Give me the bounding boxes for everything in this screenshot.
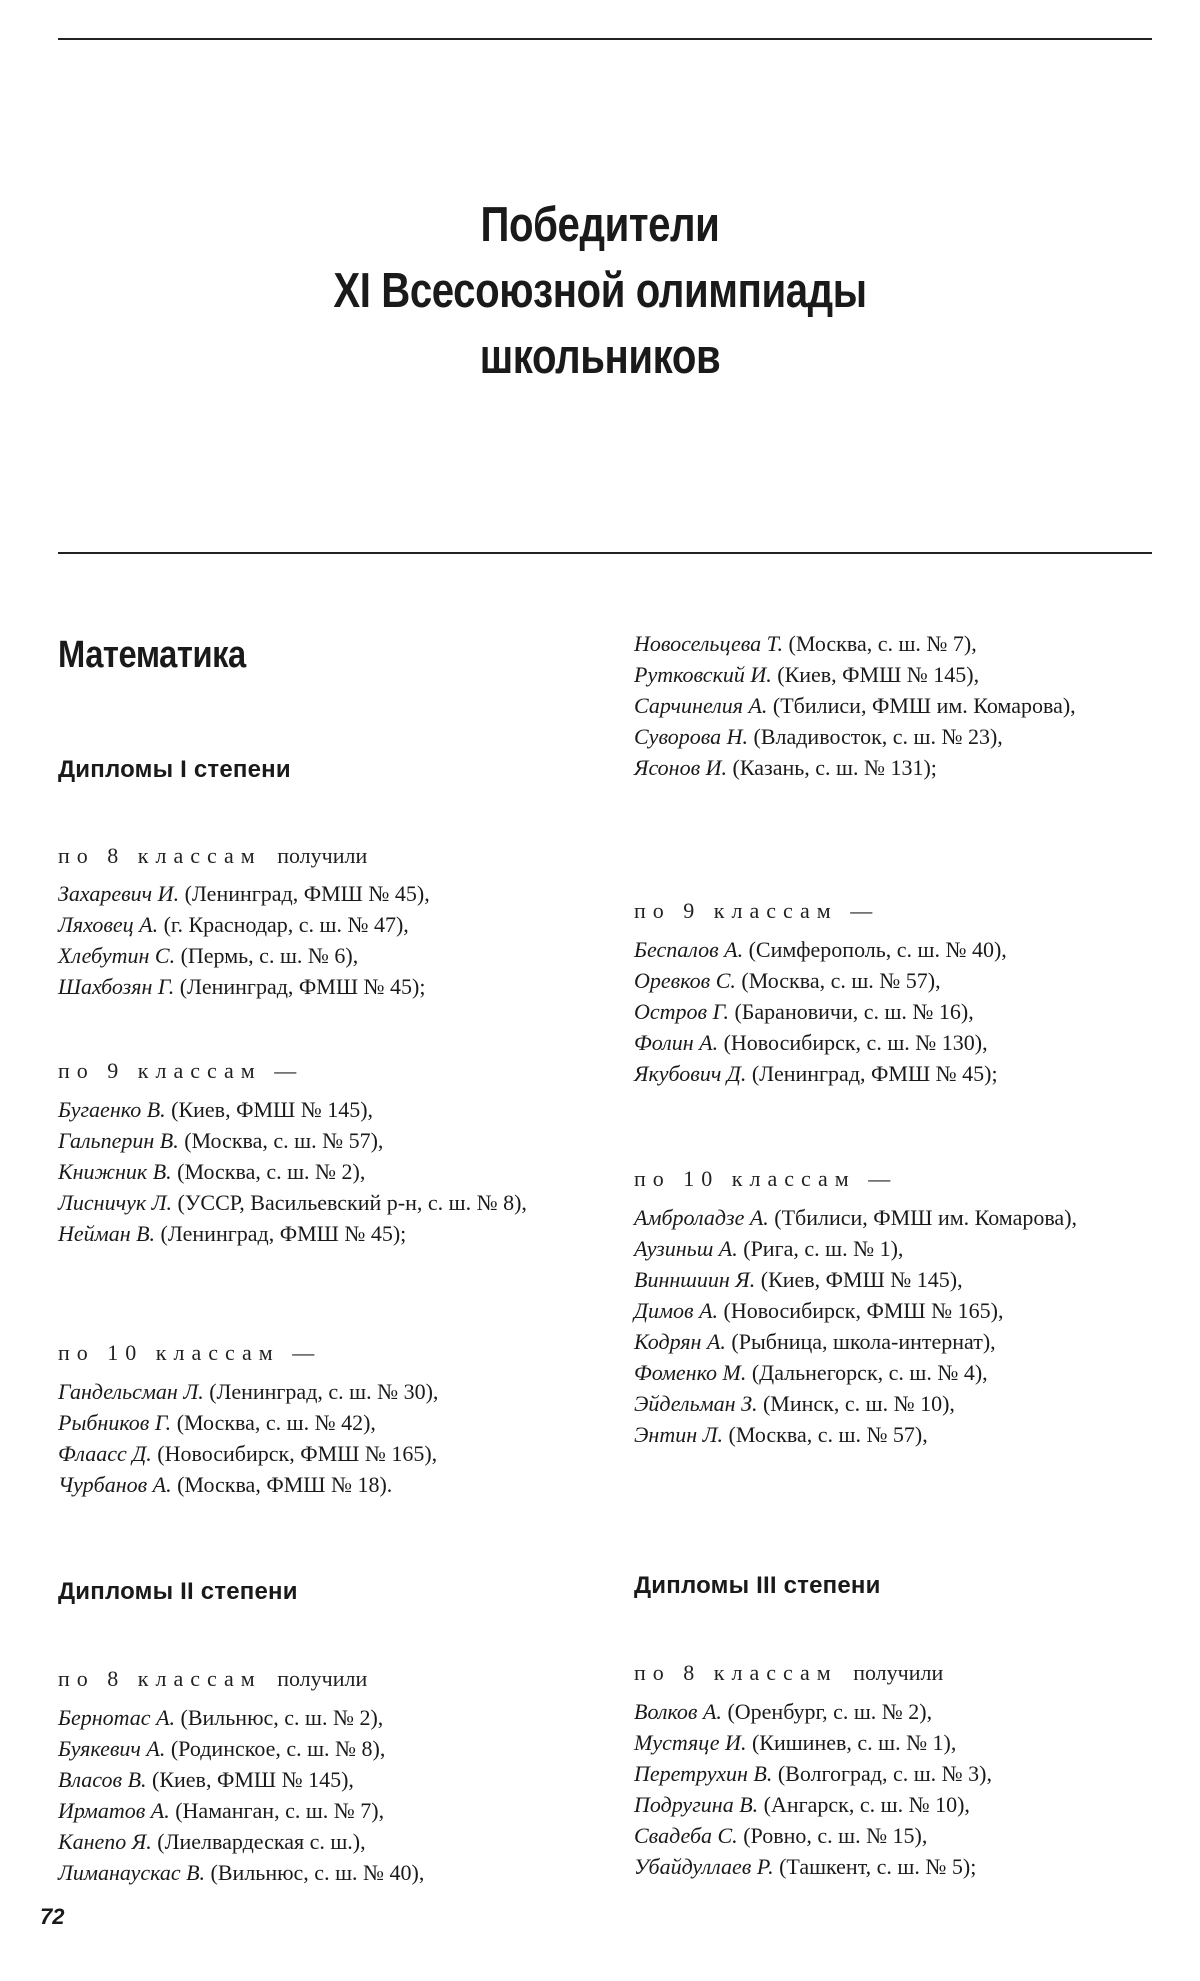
winner-school: (Барановичи, с. ш. № 16), (728, 999, 974, 1024)
winner-name: Остров Г. (634, 999, 729, 1024)
winner-school: (Симферополь, с. ш. № 40), (743, 937, 1007, 962)
third-grade8-label (634, 1660, 943, 1686)
winner-name: Фолин А. (634, 1030, 719, 1055)
third-grade8-list (634, 1696, 1164, 1882)
winner-school: (Москва, с. ш. № 2), (171, 1159, 366, 1184)
winner-name: Димов А. (634, 1298, 719, 1323)
winner-entry (634, 752, 1164, 783)
winner-entry (634, 965, 1164, 996)
winner-school: (Киев, ФМШ № 145), (146, 1767, 354, 1792)
winner-school: (Ровно, с. ш. № 15), (737, 1823, 928, 1848)
winner-entry (58, 1218, 598, 1249)
winner-school: (Пермь, с. ш. № 6), (175, 943, 359, 968)
title-line-2: XI Всесоюзной олимпиады (333, 264, 867, 318)
grade-label-text: по 10 классам — (634, 1166, 898, 1191)
first-degree-heading: Дипломы I степени (58, 756, 291, 783)
winner-name: Флаасс Д. (58, 1441, 152, 1466)
winner-school: (Кишинев, с. ш. № 1), (746, 1730, 957, 1755)
winner-entry (58, 1795, 598, 1826)
winner-entry (58, 1094, 598, 1125)
winner-school: (Вильнюс, с. ш. № 2), (175, 1705, 384, 1730)
winner-entry (634, 1419, 1164, 1450)
winner-entry (634, 996, 1164, 1027)
winner-name: Убайдуллаев Р. (634, 1854, 774, 1879)
winner-name: Нейман В. (58, 1221, 156, 1246)
second-grade8-list-part1 (58, 1702, 598, 1888)
winner-entry (634, 659, 1164, 690)
winner-name: Бугаенко В. (58, 1097, 166, 1122)
winner-school: (Киев, ФМШ № 145), (755, 1267, 963, 1292)
winner-name: Энтин Л. (634, 1422, 724, 1447)
winner-name: Фоменко М. (634, 1360, 747, 1385)
winner-school: (Ленинград, с. ш. № 30), (203, 1379, 439, 1404)
winner-name: Гандельсман Л. (58, 1379, 204, 1404)
page-title (0, 192, 1200, 390)
winner-entry (58, 1187, 598, 1218)
winner-entry (58, 940, 598, 971)
winner-entry (634, 1758, 1164, 1789)
winner-school: (Новосибирск, с. ш. № 130), (718, 1030, 988, 1055)
winner-school: (УССР, Васильевский р-н, с. ш. № 8), (172, 1190, 527, 1215)
winner-entry (634, 1202, 1164, 1233)
top-rule (58, 38, 1152, 40)
subject-heading: Математика (58, 634, 246, 676)
winner-name: Гальперин В. (58, 1128, 179, 1153)
third-degree-heading: Дипломы III степени (634, 1572, 881, 1599)
winner-school: (Рыбница, школа-интернат), (725, 1329, 996, 1354)
winner-name: Новосельцева Т. (634, 631, 784, 656)
winner-entry (58, 1826, 598, 1857)
winner-entry (634, 1326, 1164, 1357)
first-grade9-list (58, 1094, 598, 1249)
winner-name: Мустяце И. (634, 1730, 747, 1755)
second-grade8-label (58, 1666, 367, 1692)
winner-name: Якубович Д. (634, 1061, 747, 1086)
winner-school: (Новосибирск, ФМШ № 165), (718, 1298, 1004, 1323)
winner-school: (Волгоград, с. ш. № 3), (772, 1761, 992, 1786)
winner-entry (58, 971, 598, 1002)
winner-name: Амброладзе А. (634, 1205, 769, 1230)
second-grade8-list-part2 (634, 628, 1164, 783)
winner-school: (Москва, с. ш. № 42), (171, 1410, 376, 1435)
winner-entry (58, 1857, 598, 1888)
winner-school: (Вильнюс, с. ш. № 40), (205, 1860, 425, 1885)
winner-entry (58, 1376, 598, 1407)
winner-entry (634, 1696, 1164, 1727)
first-grade10-label (58, 1340, 321, 1366)
winner-school: (Оренбург, с. ш. № 2), (721, 1699, 933, 1724)
winner-name: Канепо Я. (58, 1829, 152, 1854)
received-text: получили (277, 1666, 368, 1691)
winner-entry (634, 1027, 1164, 1058)
winner-school: (Москва, с. ш. № 7), (783, 631, 977, 656)
winner-school: (Тбилиси, ФМШ им. Комарова), (767, 693, 1076, 718)
winner-entry (58, 878, 598, 909)
second-degree-heading: Дипломы II степени (58, 1578, 298, 1605)
winner-name: Свадеба С. (634, 1823, 738, 1848)
winner-school: (г. Краснодар, с. ш. № 47), (158, 912, 409, 937)
winner-school: (Ленинград, ФМШ № 45); (746, 1061, 998, 1086)
winner-name: Эйдельман З. (634, 1391, 758, 1416)
second-grade9-list (634, 934, 1164, 1089)
winner-entry (634, 934, 1164, 965)
winner-school: (Лиелвардеская с. ш.), (151, 1829, 366, 1854)
page-number: 72 (40, 1904, 65, 1929)
winner-entry (634, 1264, 1164, 1295)
first-grade10-list (58, 1376, 598, 1500)
winner-name: Подругина В. (634, 1792, 759, 1817)
second-grade9-label (634, 898, 879, 924)
winner-entry (634, 1058, 1164, 1089)
winner-school: (Киев, ФМШ № 145), (771, 662, 980, 687)
winner-entry (58, 1438, 598, 1469)
winner-name: Лиманаускас В. (58, 1860, 206, 1885)
winner-entry (58, 1764, 598, 1795)
received-text: получили (853, 1660, 944, 1685)
second-grade10-label (634, 1166, 897, 1192)
winner-school: (Ленинград, ФМШ № 45); (174, 974, 426, 999)
winner-school: (Наманган, с. ш. № 7), (169, 1798, 385, 1823)
winner-school: (Киев, ФМШ № 145), (165, 1097, 374, 1122)
winner-school: (Москва, с. ш. № 57), (735, 968, 941, 993)
section-rule (58, 552, 1152, 554)
winner-entry (634, 1357, 1164, 1388)
winner-entry (634, 690, 1164, 721)
winner-name: Винншиин Я. (634, 1267, 756, 1292)
winner-school: (Москва, с. ш. № 57), (723, 1422, 928, 1447)
winner-name: Захаревич И. (58, 881, 180, 906)
winner-school: (Москва, ФМШ № 18). (171, 1472, 393, 1497)
winner-school: (Дальнегорск, с. ш. № 4), (746, 1360, 988, 1385)
title-line-3: школьников (479, 330, 721, 384)
winner-entry (634, 1820, 1164, 1851)
winner-entry (58, 1733, 598, 1764)
winner-school: (Ленинград, ФМШ № 45), (179, 881, 430, 906)
winner-entry (634, 628, 1164, 659)
winner-school: (Рига, с. ш. № 1), (737, 1236, 904, 1261)
winner-entry (58, 1702, 598, 1733)
winner-entry (634, 721, 1164, 752)
winner-entry (58, 909, 598, 940)
winner-school: (Ленинград, ФМШ № 45); (155, 1221, 407, 1246)
received-text: получили (277, 843, 368, 868)
title-line-1: Победители (480, 198, 720, 252)
winner-school: (Владивосток, с. ш. № 23), (748, 724, 1003, 749)
winner-name: Кодрян А. (634, 1329, 726, 1354)
winner-name: Лисничук Л. (58, 1190, 173, 1215)
winner-name: Оревков С. (634, 968, 736, 993)
winner-school: (Казань, с. ш. № 131); (727, 755, 937, 780)
second-grade10-list (634, 1202, 1164, 1450)
winner-name: Аузиньш А. (634, 1236, 738, 1261)
winner-name: Буякевич А. (58, 1736, 166, 1761)
winner-entry (634, 1727, 1164, 1758)
winner-name: Книжник В. (58, 1159, 172, 1184)
first-grade8-list (58, 878, 598, 1002)
grade-label-text: по 8 классам (58, 1666, 262, 1691)
winner-entry (634, 1851, 1164, 1882)
winner-school: (Москва, с. ш. № 57), (178, 1128, 384, 1153)
grade-label-text: по 8 классам (634, 1660, 838, 1685)
winner-name: Ляховец А. (58, 912, 159, 937)
winner-school: (Новосибирск, ФМШ № 165), (151, 1441, 438, 1466)
winner-entry (634, 1233, 1164, 1264)
winner-entry (634, 1388, 1164, 1419)
winner-name: Суворова Н. (634, 724, 748, 749)
winner-name: Беспалов А. (634, 937, 744, 962)
winner-name: Рыбников Г. (58, 1410, 172, 1435)
winner-school: (Родинское, с. ш. № 8), (165, 1736, 386, 1761)
winner-name: Волков А. (634, 1699, 722, 1724)
winner-name: Рутковский И. (634, 662, 772, 687)
winner-entry (58, 1156, 598, 1187)
winner-name: Чурбанов А. (58, 1472, 172, 1497)
winner-name: Ирматов А. (58, 1798, 170, 1823)
grade-label-text: по 9 классам — (58, 1058, 304, 1083)
winner-name: Сарчинелия А. (634, 693, 768, 718)
winner-name: Перетрухин В. (634, 1761, 773, 1786)
winner-name: Бернотас А. (58, 1705, 176, 1730)
winner-name: Ясонов И. (634, 755, 728, 780)
grade-label-text: по 8 классам (58, 843, 262, 868)
winner-entry (58, 1407, 598, 1438)
winner-entry (58, 1469, 598, 1500)
winner-entry (634, 1295, 1164, 1326)
first-grade9-label (58, 1058, 303, 1084)
winner-entry (634, 1789, 1164, 1820)
winner-name: Власов В. (58, 1767, 147, 1792)
winner-school: (Ангарск, с. ш. № 10), (758, 1792, 970, 1817)
grade-label-text: по 10 классам — (58, 1340, 322, 1365)
winner-school: (Тбилиси, ФМШ им. Комарова), (768, 1205, 1078, 1230)
winner-entry (58, 1125, 598, 1156)
winner-name: Хлебутин С. (58, 943, 176, 968)
winner-school: (Ташкент, с. ш. № 5); (773, 1854, 977, 1879)
winner-name: Шахбозян Г. (58, 974, 175, 999)
first-grade8-label (58, 843, 367, 869)
grade-label-text: по 9 классам — (634, 898, 880, 923)
winner-school: (Минск, с. ш. № 10), (757, 1391, 955, 1416)
